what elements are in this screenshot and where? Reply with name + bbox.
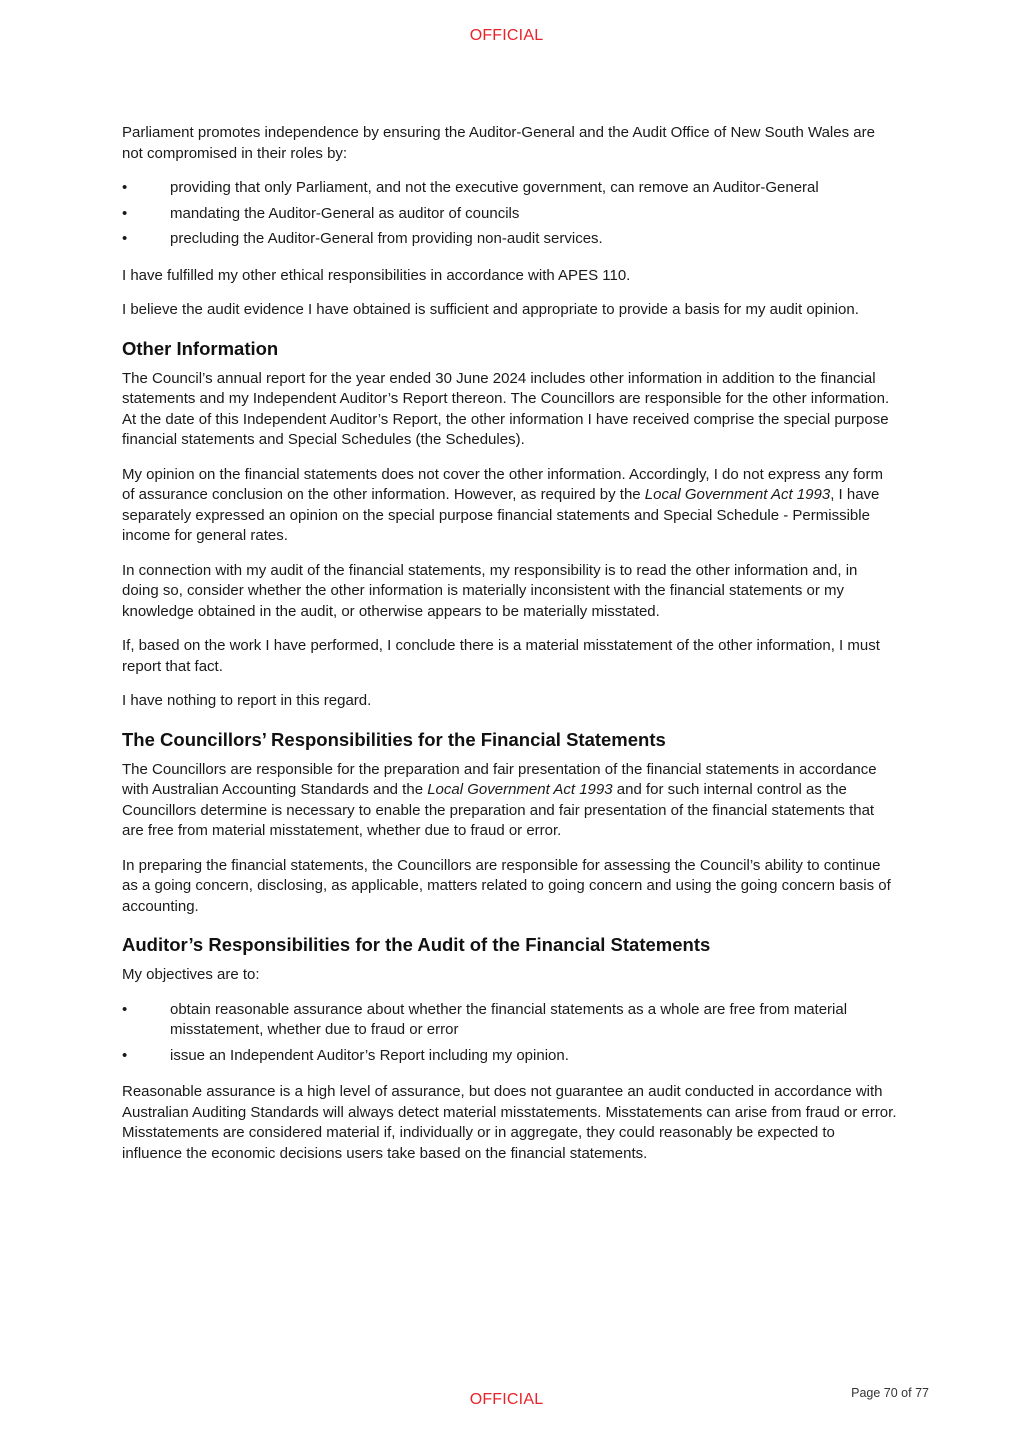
official-marking-header: OFFICIAL <box>469 27 544 44</box>
page-number: Page 70 of 77 <box>851 1386 929 1400</box>
bullet-icon: • <box>122 204 128 222</box>
intro-paragraph-1: Parliament promotes independence by ensuring the Auditor-General and the Audit Office of New South Wales are not compromised in their roles by: <box>122 124 875 162</box>
bullet-icon: • <box>122 1046 128 1064</box>
independence-list <box>122 178 897 250</box>
list-item: • providing that only Parliament, and not the executive government, can remove an Auditor-General <box>122 178 897 199</box>
act-reference: Local Government Act 1993 <box>427 781 613 798</box>
bullet-icon: • <box>122 179 128 196</box>
auditor-paragraph-1: My objectives are to: <box>122 966 260 983</box>
other-information-paragraph-5: I have nothing to report in this regard. <box>122 692 372 709</box>
councillors-paragraph-2: In preparing the financial statements, the Councillors are responsible for assessing the Council’s ability to continue as a going concern, disclosing, as applicable, matters related to going concern and using the going concern basis of accounting. <box>122 856 891 915</box>
other-information-paragraph-1: The Council’s annual report for the year ended 30 June 2024 includes other information in addition to the financial statements and my Independent Auditor’s Report thereon. The Councillors are responsible for the other information. At the date of this Independent Auditor’s Report, the other information I have received comprise the special purpose financial statements and Special Schedules (the Schedules). <box>122 369 890 448</box>
other-information-heading: Other Information <box>122 337 279 359</box>
councillors-responsibilities-heading: The Councillors’ Responsibilities for the Financial Statements <box>122 728 666 750</box>
other-information-paragraph-3: In connection with my audit of the financial statements, my responsibility is to read the other information and, in doing so, consider whether the other information is materially inconsistent with the financial statements or my knowledge obtained in the audit, or otherwise appears to be materially misstated. <box>122 561 858 620</box>
act-reference: Local Government Act 1993 <box>644 486 831 503</box>
auditor-paragraph-2: Reasonable assurance is a high level of assurance, but does not guarantee an audit conducted in accordance with Australian Auditing Standards will always detect material misstatements. Misstatements can arise from fraud or error. Misstatements are considered material if, individually or in aggregate, they could reasonably be expected to influence the economic decisions users take based on the financial statements. <box>122 1083 897 1162</box>
list-item: • issue an Independent Auditor’s Report including my opinion. <box>122 1046 897 1067</box>
list-item: • precluding the Auditor-General from providing non-audit services. <box>122 229 897 250</box>
intro-paragraph-3: I believe the audit evidence I have obtained is sufficient and appropriate to provide a basis for my audit opinion. <box>122 301 859 318</box>
bullet-icon: • <box>122 230 128 247</box>
other-information-paragraph-2: My opinion on the financial statements does not cover the other information. Accordingly, I do not express any form of assurance conclusion on the other information. However, as required by the Local Government Act 1993, I have separately expressed an opinion on the special purpose financial statements and Special Schedule - Permissible income for general rates. <box>122 465 883 544</box>
list-item: • obtain reasonable assurance about whether the financial statements as a whole are free from material misstatement, whether due to fraud or error <box>122 1000 848 1038</box>
list-item: • mandating the Auditor-General as auditor of councils <box>122 204 897 225</box>
bullet-icon: • <box>122 1000 128 1018</box>
other-information-paragraph-4: If, based on the work I have performed, I conclude there is a material misstatement of the other information, I must report that fact. <box>122 637 880 675</box>
objectives-list <box>122 1000 897 1067</box>
official-marking-footer: OFFICIAL <box>469 1391 544 1408</box>
auditor-responsibilities-heading: Auditor’s Responsibilities for the Audit of the Financial Statements <box>122 934 711 955</box>
document-body <box>122 123 897 1178</box>
councillors-paragraph-1: The Councillors are responsible for the preparation and fair presentation of the financial statements in accordance with Australian Accounting Standards and the Local Government Act 1993 and for such internal control as the Councillors determine is necessary to enable the preparation and fair presentation of the financial statements that are free from material misstatement, whether due to fraud or error. <box>122 760 877 839</box>
intro-paragraph-2: I have fulfilled my other ethical responsibilities in accordance with APES 110. <box>122 266 631 284</box>
